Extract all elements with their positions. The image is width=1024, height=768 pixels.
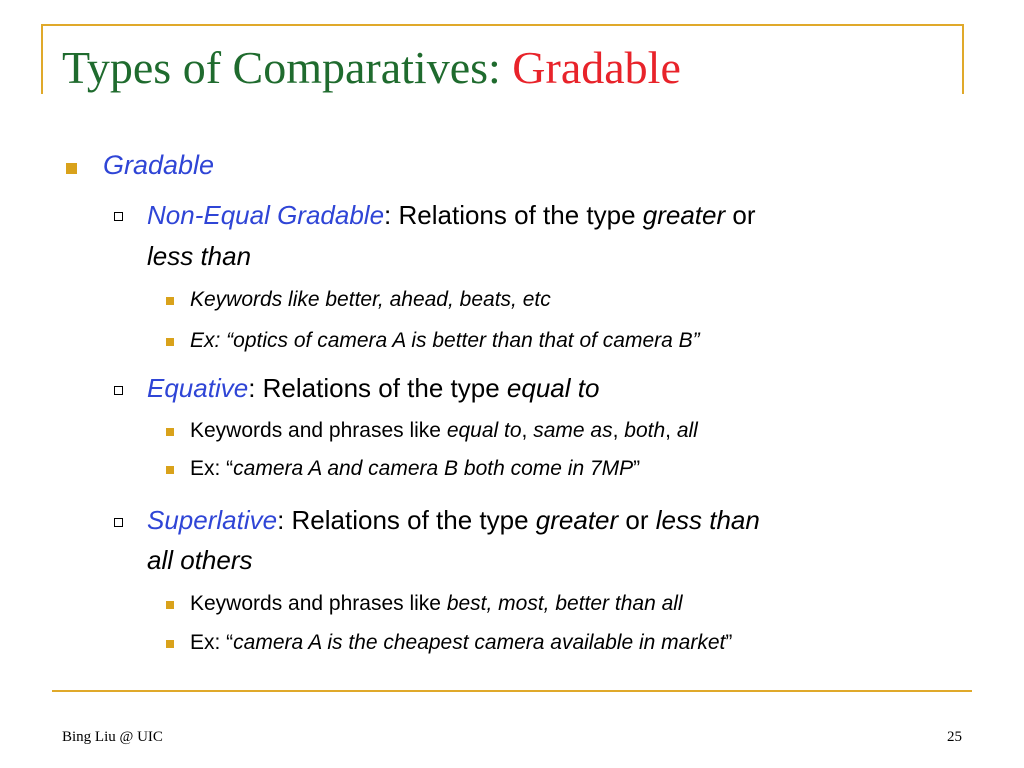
nonequal-line	[147, 196, 756, 234]
square-bullet-icon	[166, 601, 174, 609]
nonequal-less-than: less than	[147, 241, 252, 271]
example-prefix: Ex: “	[190, 631, 234, 654]
square-bullet-icon	[166, 640, 174, 648]
gradable-heading: Gradable	[103, 150, 215, 180]
superlative-line	[147, 501, 760, 539]
kw-sep: ,	[612, 419, 625, 442]
superlative-text: : Relations of the type	[277, 505, 536, 535]
equative-keywords	[190, 416, 698, 446]
superlative-example	[190, 628, 732, 658]
equative-text: : Relations of the type	[248, 373, 507, 403]
example-suffix: ”	[633, 457, 641, 480]
square-bullet-icon	[166, 297, 174, 305]
nonequal-term: Non-Equal Gradable	[147, 200, 385, 230]
slide-title	[62, 38, 681, 98]
kw-equal-to: equal to	[446, 419, 522, 442]
example-quote: camera A and camera B both come in 7MP	[233, 457, 634, 480]
hollow-square-bullet-icon	[114, 518, 123, 527]
frame-right-rule	[962, 24, 964, 94]
footer-rule	[52, 690, 972, 692]
square-bullet-icon	[166, 428, 174, 436]
superlative-keywords-prefix: Keywords and phrases like	[190, 592, 447, 615]
square-bullet-icon	[166, 466, 174, 474]
nonequal-text: : Relations of the type	[384, 200, 643, 230]
frame-left-rule	[41, 24, 43, 94]
example-suffix: ”	[725, 631, 733, 654]
kw-same-as: same as	[533, 419, 613, 442]
page-number: 25	[947, 729, 962, 745]
superlative-less-than: less than	[655, 505, 760, 535]
superlative-term: Superlative	[147, 505, 278, 535]
nonequal-greater: greater	[642, 200, 726, 230]
kw-sep: ,	[665, 419, 677, 442]
equative-line	[147, 369, 599, 407]
hollow-square-bullet-icon	[114, 386, 123, 395]
kw-all: all	[676, 419, 698, 442]
superlative-or: or	[618, 505, 656, 535]
example-prefix: Ex: “	[190, 457, 234, 480]
title-main: Types of Comparatives:	[62, 42, 513, 93]
superlative-greater: greater	[535, 505, 619, 535]
nonequal-or: or	[725, 200, 756, 230]
frame-top-rule	[41, 24, 964, 26]
equative-example	[190, 454, 640, 484]
superlative-all-others: all others	[147, 545, 253, 575]
nonequal-keywords: Keywords like better, ahead, beats, etc	[190, 288, 551, 311]
equative-equal-to: equal to	[506, 373, 600, 403]
square-bullet-icon	[166, 338, 174, 346]
equative-keywords-prefix: Keywords and phrases like	[190, 419, 447, 442]
kw-both: both	[624, 419, 666, 442]
hollow-square-bullet-icon	[114, 212, 123, 221]
example-quote: camera A is the cheapest camera available in market	[233, 631, 726, 654]
superlative-keywords-list: best, most, better than all	[446, 592, 683, 615]
kw-sep: ,	[521, 419, 534, 442]
equative-term: Equative	[147, 373, 249, 403]
title-highlight: Gradable	[512, 42, 681, 93]
superlative-keywords	[190, 589, 683, 619]
footer-author: Bing Liu @ UIC	[62, 729, 163, 745]
square-bullet-icon	[66, 163, 77, 174]
nonequal-example: Ex: “optics of camera A is better than that of camera B”	[190, 329, 700, 352]
